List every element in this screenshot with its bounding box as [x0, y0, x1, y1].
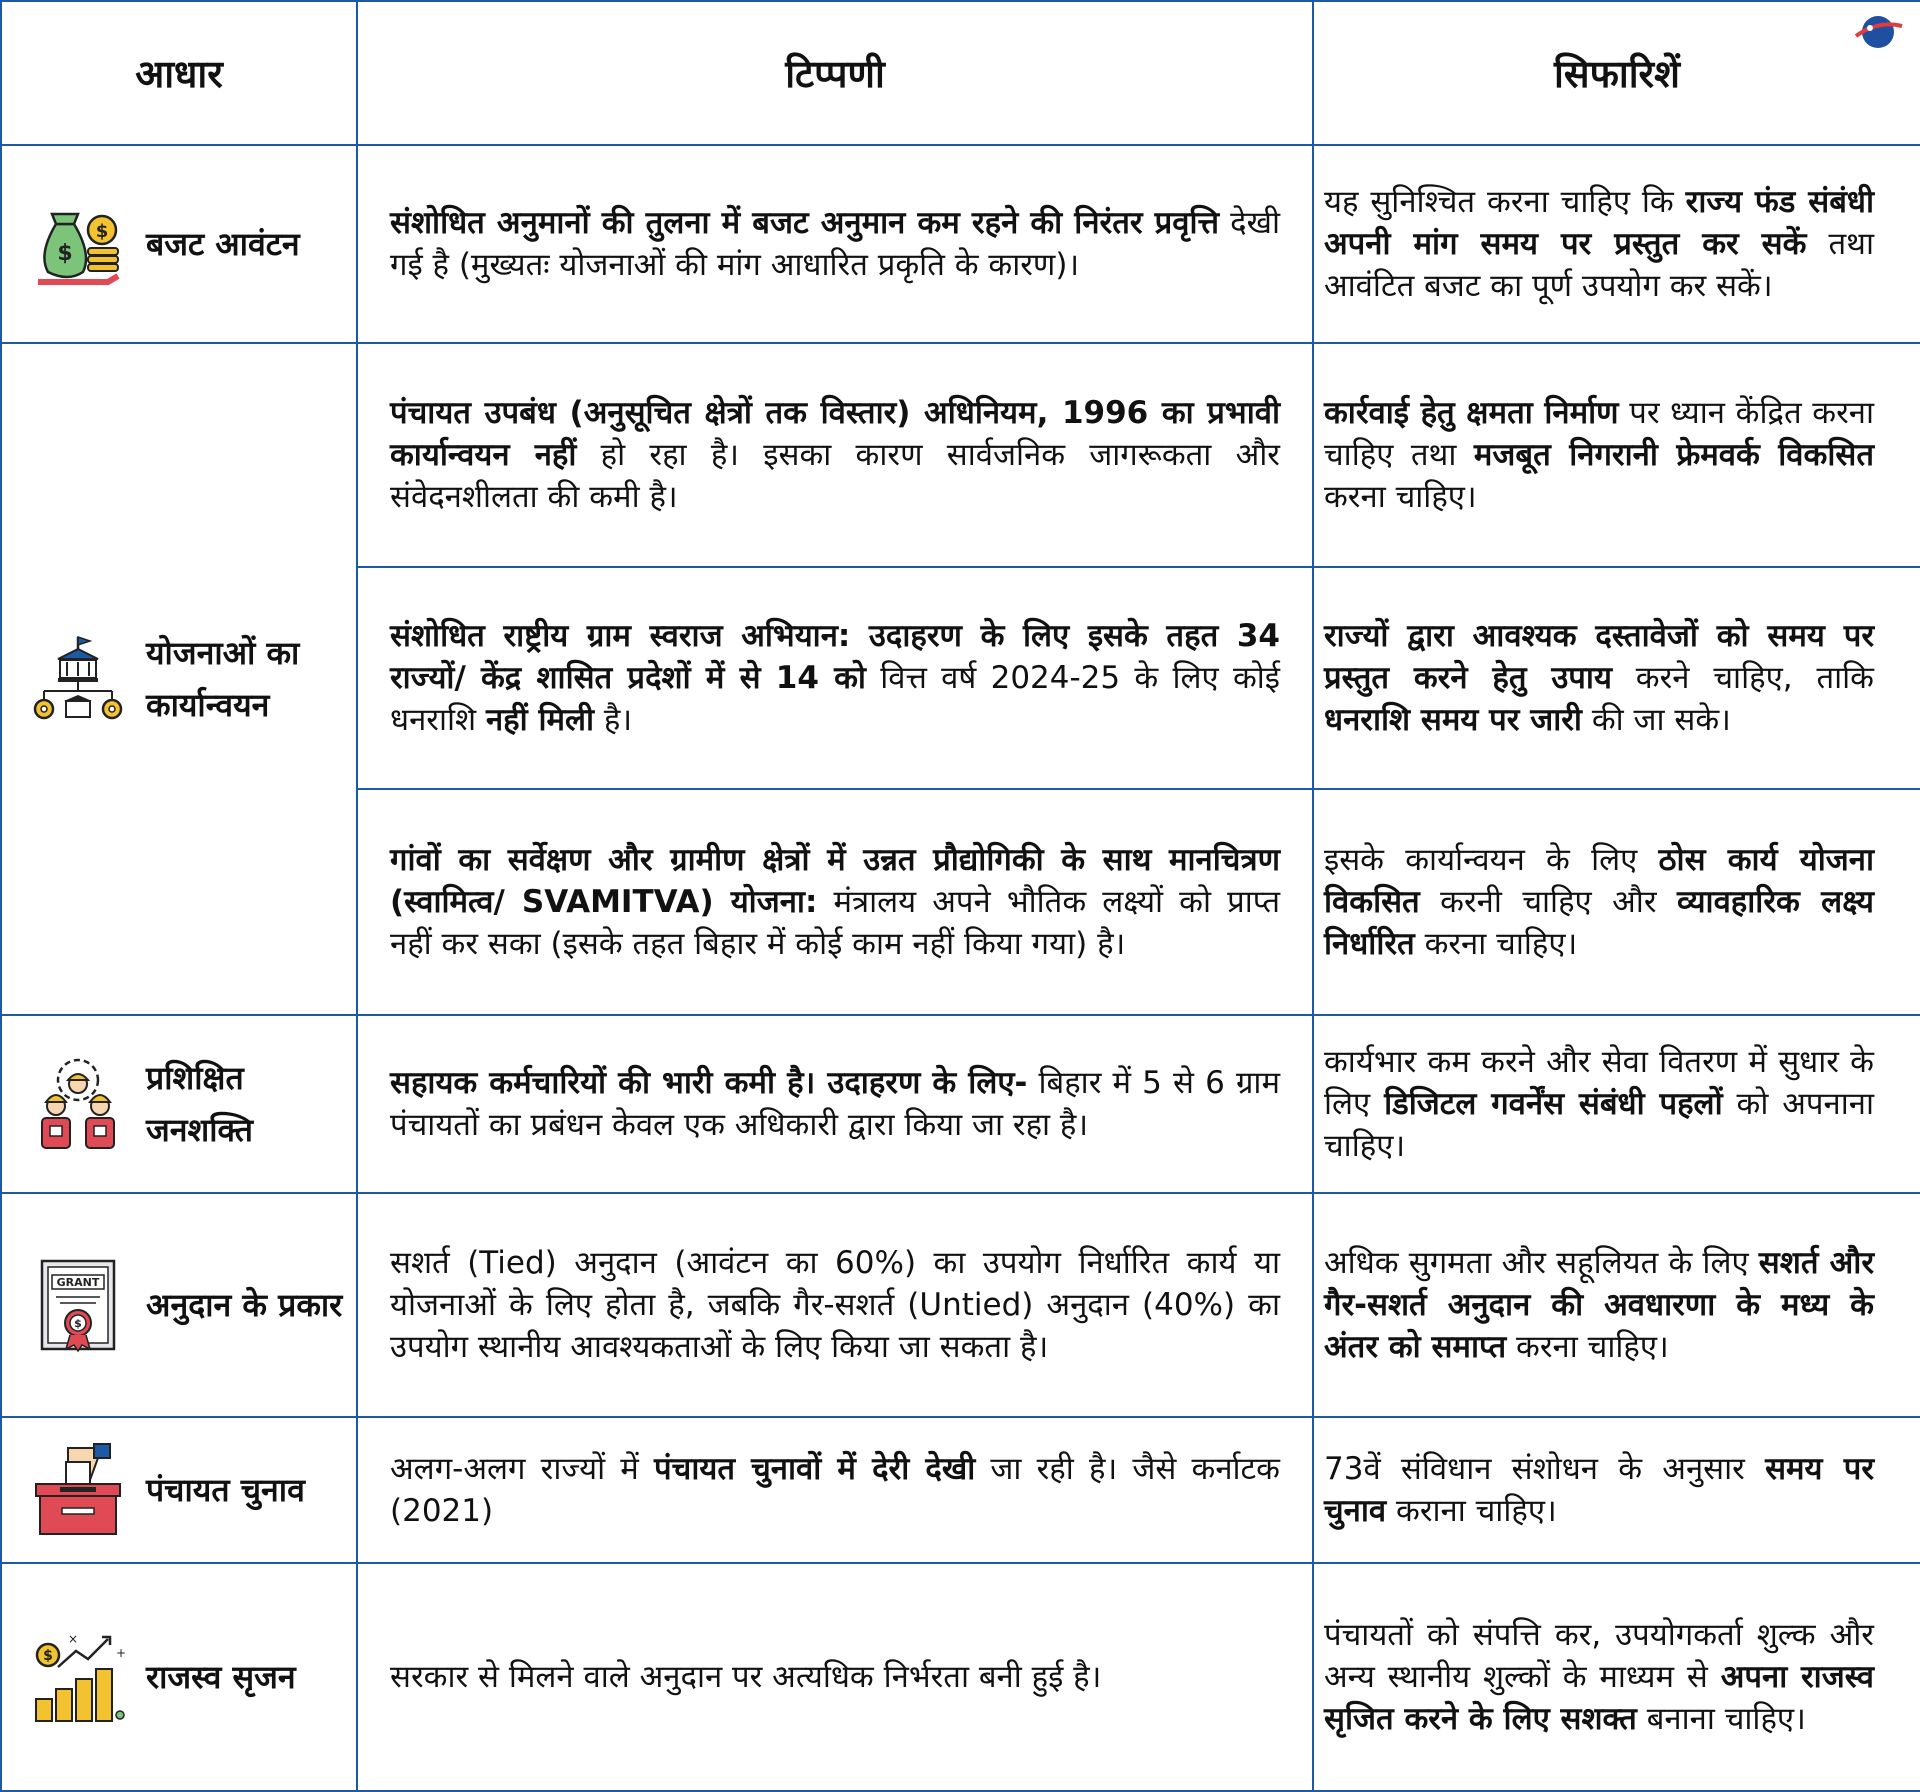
header-row — [1, 1, 1920, 145]
recommendation-revenue — [1313, 1563, 1920, 1791]
rec-impl1-text-1: पर ध्यान केंद्रित करना चाहिए तथा — [1324, 395, 1874, 473]
svg-text:$: $ — [57, 241, 73, 266]
obs-budget-bold: संशोधित अनुमानों की तुलना में बजट अनुमान कम रहने की निरंतर प्रवृत्ति — [390, 205, 1219, 241]
table-row-revenue — [1, 1563, 1920, 1791]
header-observation: टिप्पणी — [357, 1, 1313, 145]
obs-impl3-text: मंत्रालय अपने भौतिक लक्ष्यों को प्राप्त नहीं कर सका (इसके तहत बिहार में कोई काम नहीं किया गया) है। — [390, 884, 1281, 962]
grant-icon-text: GRANT — [56, 1276, 100, 1289]
obs-impl2-bold-1: संशोधित राष्ट्रीय ग्राम स्वराज अभियान: उदाहरण के लिए इसके तहत 34 राज्यों/ केंद्र शासित प्रदेशों में से 14 को — [390, 618, 1280, 696]
rec-impl2-bold-1: राज्यों द्वारा आवश्यक दस्तावेजों को समय पर प्रस्तुत करने हेतु उपाय — [1324, 618, 1874, 696]
svg-text:×: × — [68, 1632, 79, 1646]
rec-impl1-bold-1: कार्रवाई हेतु क्षमता निर्माण — [1324, 395, 1619, 431]
obs-training-text: बिहार में 5 से 6 ग्राम पंचायतों का प्रबंधन केवल एक अधिकारी द्वारा किया जा रहा है। — [390, 1065, 1280, 1143]
obs-impl2-text-1: वित्त वर्ष 2024-25 के लिए कोई धनराशि — [390, 660, 1280, 738]
rec-election-text-2: कराना चाहिए। — [1386, 1493, 1557, 1529]
rec-grant-text-1: अधिक सुगमता और सहूलियत के लिए — [1324, 1245, 1759, 1281]
basis-cell-budget — [1, 145, 357, 343]
recommendation-implementation-2 — [1313, 567, 1920, 789]
obs-impl1-bold: पंचायत उपबंध (अनुसूचित क्षेत्रों तक विस्तार) अधिनियम, 1996 का प्रभावी कार्यान्वयन नहीं — [390, 395, 1280, 473]
rec-revenue-bold: अपना राजस्व सृजित करने के लिए सशक्त — [1324, 1659, 1875, 1737]
basis-label-training: प्रशिक्षित जनशक्ति — [146, 1059, 253, 1149]
revenue-growth-coins-icon — [28, 1627, 128, 1727]
basis-cell-revenue — [1, 1563, 357, 1791]
rec-impl1-text-2: करना चाहिए। — [1324, 479, 1477, 515]
observation-implementation-2 — [357, 567, 1313, 789]
rec-training-bold: डिजिटल गवर्नेंस संबंधी पहलों — [1384, 1086, 1723, 1122]
rec-training-text-1: कार्यभार कम करने और सेवा वितरण में सुधार के लिए — [1324, 1044, 1874, 1122]
header-recommendations: सिफारिशें — [1313, 1, 1920, 145]
observation-grant — [357, 1193, 1313, 1417]
table-row-election — [1, 1417, 1920, 1563]
rec-revenue-text-1: पंचायतों को संपत्ति कर, उपयोगकर्ता शुल्क और अन्य स्थानीय शुल्कों के माध्यम से — [1324, 1617, 1874, 1695]
grant-certificate-icon — [28, 1255, 128, 1355]
basis-cell-implementation — [1, 343, 357, 1015]
rec-grant-text-2: करना चाहिए। — [1506, 1329, 1669, 1365]
header-basis: आधार — [1, 1, 357, 145]
observation-revenue — [357, 1563, 1313, 1791]
svg-text:$: $ — [43, 1648, 53, 1664]
observation-implementation-1 — [357, 343, 1313, 567]
basis-cell-election — [1, 1417, 357, 1563]
rec-impl3-text-3: करना चाहिए। — [1414, 926, 1578, 962]
rec-training-text-2: को अपनाना चाहिए। — [1324, 1086, 1874, 1164]
rec-budget-text-1: यह सुनिश्चित करना चाहिए कि — [1324, 184, 1686, 220]
observation-training — [357, 1015, 1313, 1193]
rec-election-bold: समय पर चुनाव — [1324, 1451, 1874, 1529]
table-row-budget — [1, 145, 1920, 343]
rec-budget-text-2: तथा आवंटित बजट का पूर्ण उपयोग कर सकें। — [1324, 226, 1874, 304]
obs-impl3-bold: गांवों का सर्वेक्षण और ग्रामीण क्षेत्रों में उन्नत प्रौद्योगिकी के साथ मानचित्रण (स्वामित्व/ SVAMITVA) योजना: — [390, 842, 1280, 920]
money-bag-coins-icon — [28, 194, 128, 294]
rec-impl1-bold-2: मजबूत निगरानी फ्रेमवर्क विकसित — [1473, 437, 1874, 473]
recommendation-implementation-1 — [1313, 343, 1920, 567]
rec-budget-bold: राज्य फंड संबंधी अपनी मांग समय पर प्रस्तुत कर सकें — [1324, 184, 1874, 262]
basis-cell-training — [1, 1015, 357, 1193]
rec-impl2-text-2: की जा सके। — [1581, 702, 1731, 738]
rec-revenue-text-2: बनाना चाहिए। — [1636, 1701, 1806, 1737]
basis-label-budget: बजट आवंटन — [146, 225, 300, 263]
rec-impl3-text-2: करनी चाहिए और — [1419, 884, 1677, 920]
obs-election-text-2: जा रही है। जैसे कर्नाटक (2021) — [390, 1451, 1280, 1529]
table-row-implementation-1 — [1, 343, 1920, 567]
basis-label-revenue: राजस्व सृजन — [146, 1658, 296, 1696]
observation-budget — [357, 145, 1313, 343]
table-row-grant — [1, 1193, 1920, 1417]
basis-cell-grant — [1, 1193, 357, 1417]
obs-impl2-text-2: है। — [594, 702, 633, 738]
rec-impl3-text-1: इसके कार्यान्वयन के लिए — [1324, 842, 1659, 878]
basis-label-implementation: योजनाओं का कार्यान्वयन — [146, 634, 300, 724]
ballot-box-icon — [28, 1440, 128, 1540]
rec-election-text-1: 73वें संविधान संशोधन के अनुसार — [1324, 1451, 1766, 1487]
rec-impl3-bold-1: ठोस कार्य योजना विकसित — [1324, 842, 1874, 920]
recommendation-training — [1313, 1015, 1920, 1193]
obs-impl1-text: हो रहा है। इसका कारण सार्वजनिक जागरूकता और संवेदनशीलता की कमी है। — [390, 437, 1280, 515]
obs-election-bold: पंचायत चुनावों में देरी देखी — [654, 1451, 976, 1487]
workers-team-icon — [28, 1054, 128, 1154]
observation-election — [357, 1417, 1313, 1563]
obs-election-text-1: अलग-अलग राज्यों में — [390, 1451, 655, 1487]
recommendation-implementation-3 — [1313, 789, 1920, 1015]
recommendation-grant — [1313, 1193, 1920, 1417]
svg-text:$: $ — [95, 221, 109, 242]
rec-impl3-bold-2: व्यावहारिक लक्ष्य निर्धारित — [1324, 884, 1874, 962]
obs-impl2-bold-2: नहीं मिली — [485, 702, 595, 738]
rec-grant-bold: सशर्त और गैर-सशर्त अनुदान की अवधारणा के मध्य के अंतर को समाप्त — [1324, 1245, 1875, 1365]
rec-impl2-text-1: करने चाहिए, ताकि — [1611, 660, 1874, 696]
basis-label-grant: अनुदान के प्रकार — [146, 1286, 343, 1324]
obs-revenue-text: सरकार से मिलने वाले अनुदान पर अत्यधिक निर्भरता बनी हुई है। — [390, 1659, 1102, 1695]
svg-text:+: + — [116, 1646, 127, 1660]
obs-budget-text: देखी गई है (मुख्यतः योजनाओं की मांग आधारित प्रकृति के कारण)। — [390, 205, 1281, 283]
observation-implementation-3 — [357, 789, 1313, 1015]
table-row-training — [1, 1015, 1920, 1193]
obs-grant-text: सशर्त (Tied) अनुदान (आवंटन का 60%) का उपयोग निर्धारित कार्य या योजनाओं के लिए होता है, जबकि गैर-सशर्त (Untied) अनुदान (40%) का उपयोग स्थानीय आवश्यकताओं के लिए किया जा सकता है। — [390, 1245, 1280, 1365]
obs-training-bold: सहायक कर्मचारियों की भारी कमी है। उदाहरण के लिए- — [390, 1065, 1028, 1101]
basis-label-election: पंचायत चुनाव — [146, 1471, 305, 1509]
recommendation-election — [1313, 1417, 1920, 1563]
rec-impl2-bold-2: धनराशि समय पर जारी — [1324, 702, 1582, 738]
svg-text:$: $ — [74, 1317, 82, 1330]
recommendation-budget — [1313, 145, 1920, 343]
government-building-gears-icon — [28, 629, 128, 729]
